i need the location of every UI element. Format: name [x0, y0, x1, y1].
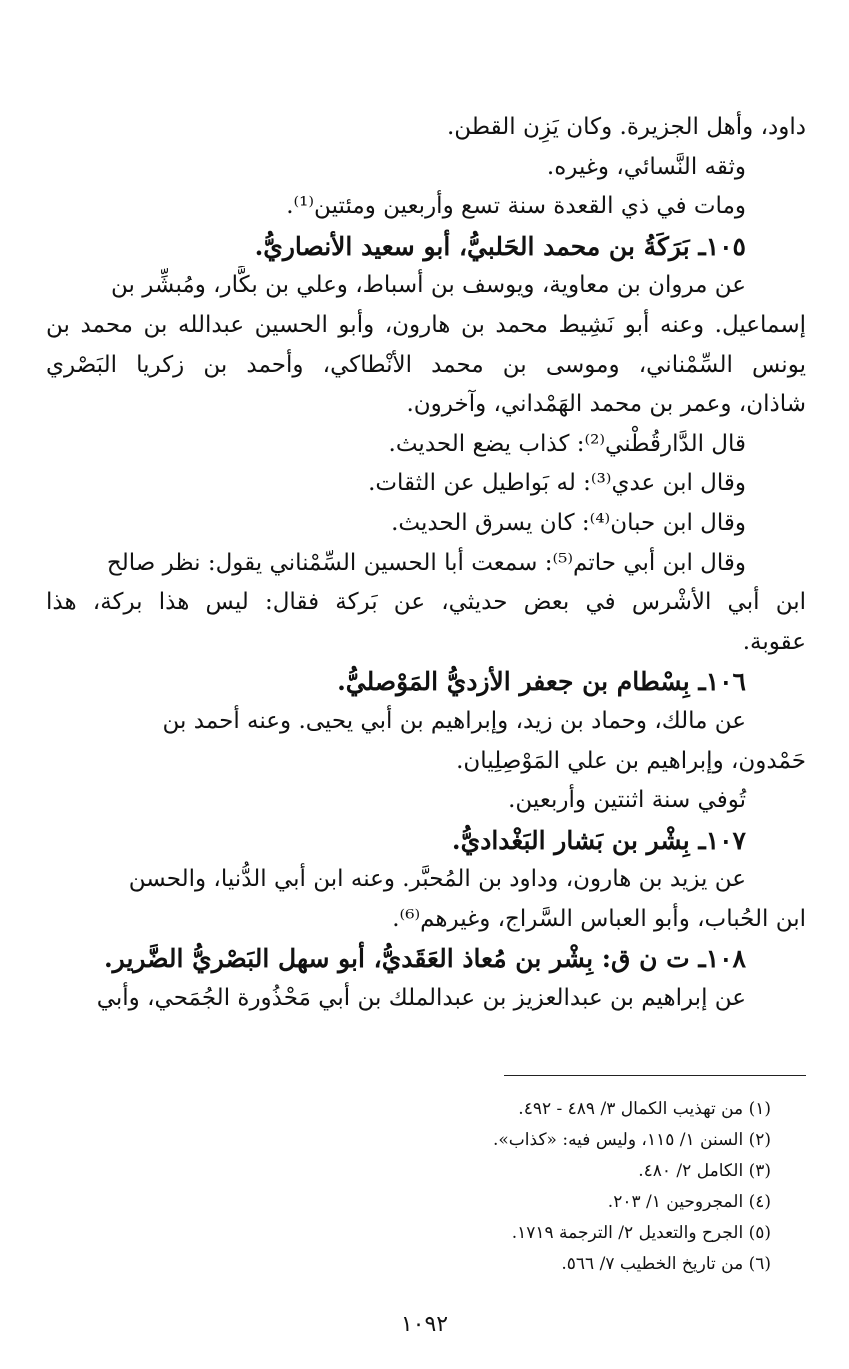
text-line: وثقه النَّسائي، وغيره. [546, 153, 746, 180]
entry-heading: ١٠٨ـ ت ن ق: بِشْر بن مُعاذ العَقَديُّ، أبو سهل البَصْريُّ الضَّرير. [103, 944, 746, 974]
entry-heading: ١٠٧ـ بِشْر بن بَشار البَغْداديُّ. [451, 825, 746, 855]
text-line: عن مالك، وحماد بن زيد، وإبراهيم بن أبي يحيى. وعنه أحمد بن [162, 707, 746, 734]
text-line: إسماعيل. وعنه أبو نَشِيط محمد بن هارون، وأبو الحسين عبدالله بن محمد بن [46, 311, 806, 338]
text-line: وقال ابن حبان⁽⁴⁾: كان يسرق الحديث. [391, 509, 746, 536]
text-line: عقوبة. [742, 628, 806, 655]
text-line: يونس السِّمْناني، وموسى بن محمد الأنْطاكي، وأحمد بن زكريا البَصْري [46, 351, 806, 378]
page-number: ١٠٩٢ [400, 1312, 449, 1337]
footnote: (٦) من تاريخ الخطيب ٧/ ٥٦٦. [561, 1254, 771, 1274]
text-line: وقال ابن أبي حاتم⁽⁵⁾: سمعت أبا الحسين السِّمْناني يقول: نظر صالح [106, 549, 746, 576]
text-line: تُوفي سنة اثنتين وأربعين. [508, 787, 746, 814]
text-line: وقال ابن عدي⁽³⁾: له بَواطيل عن الثقات. [368, 470, 746, 497]
text-line: ومات في ذي القعدة سنة تسع وأربعين ومئتين⁽¹⁾. [286, 193, 746, 220]
entry-heading: ١٠٦ـ بِسْطام بن جعفر الأزديُّ المَوْصليُّ. [337, 667, 746, 697]
footnote: (٤) المجروحين ١/ ٢٠٣. [607, 1192, 771, 1212]
footnote: (٥) الجرح والتعديل ٢/ الترجمة ١٧١٩. [511, 1223, 771, 1243]
text-line: قال الدَّارقُطْني⁽²⁾: كذاب يضع الحديث. [388, 430, 746, 457]
text-line: ابن أبي الأشْرس في بعض حديثي، عن بَركة فقال: ليس هذا بركة، هذا [46, 589, 806, 616]
text-line: شاذان، وعمر بن محمد الهَمْداني، وآخرون. [406, 391, 806, 418]
footnote: (٢) السنن ١/ ١١٥، وليس فيه: «كذاب». [492, 1130, 771, 1150]
text-line: عن يزيد بن هارون، وداود بن المُحبَّر. وعنه ابن أبي الدُّنيا، والحسن [128, 866, 746, 893]
main-text [46, 108, 806, 1019]
text-line: حَمْدون، وإبراهيم بن علي المَوْصِلِيان. [456, 747, 806, 774]
footnote: (١) من تهذيب الكمال ٣/ ٤٨٩ - ٤٩٢. [518, 1099, 771, 1119]
text-line: عن إبراهيم بن عبدالعزيز بن عبدالملك بن أبي مَحْذُورة الجُمَحي، وأبي [96, 985, 746, 1012]
entry-heading: ١٠٥ـ بَرَكَةُ بن محمد الحَلبيُّ، أبو سعيد الأنصاريُّ. [254, 231, 746, 261]
footnote: (٣) الكامل ٢/ ٤٨٠. [638, 1161, 771, 1181]
text-line: داود، وأهل الجزيرة. وكان يَزِن القطن. [446, 114, 806, 140]
text-line: عن مروان بن معاوية، ويوسف بن أسباط، وعلي بن بكَّار، ومُبشِّر بن [111, 272, 746, 299]
footnote-divider [504, 1075, 806, 1076]
text-line: ابن الحُباب، وأبو العباس السَّراج، وغيرهم⁽⁶⁾. [392, 905, 806, 932]
footnotes [171, 1094, 771, 1280]
